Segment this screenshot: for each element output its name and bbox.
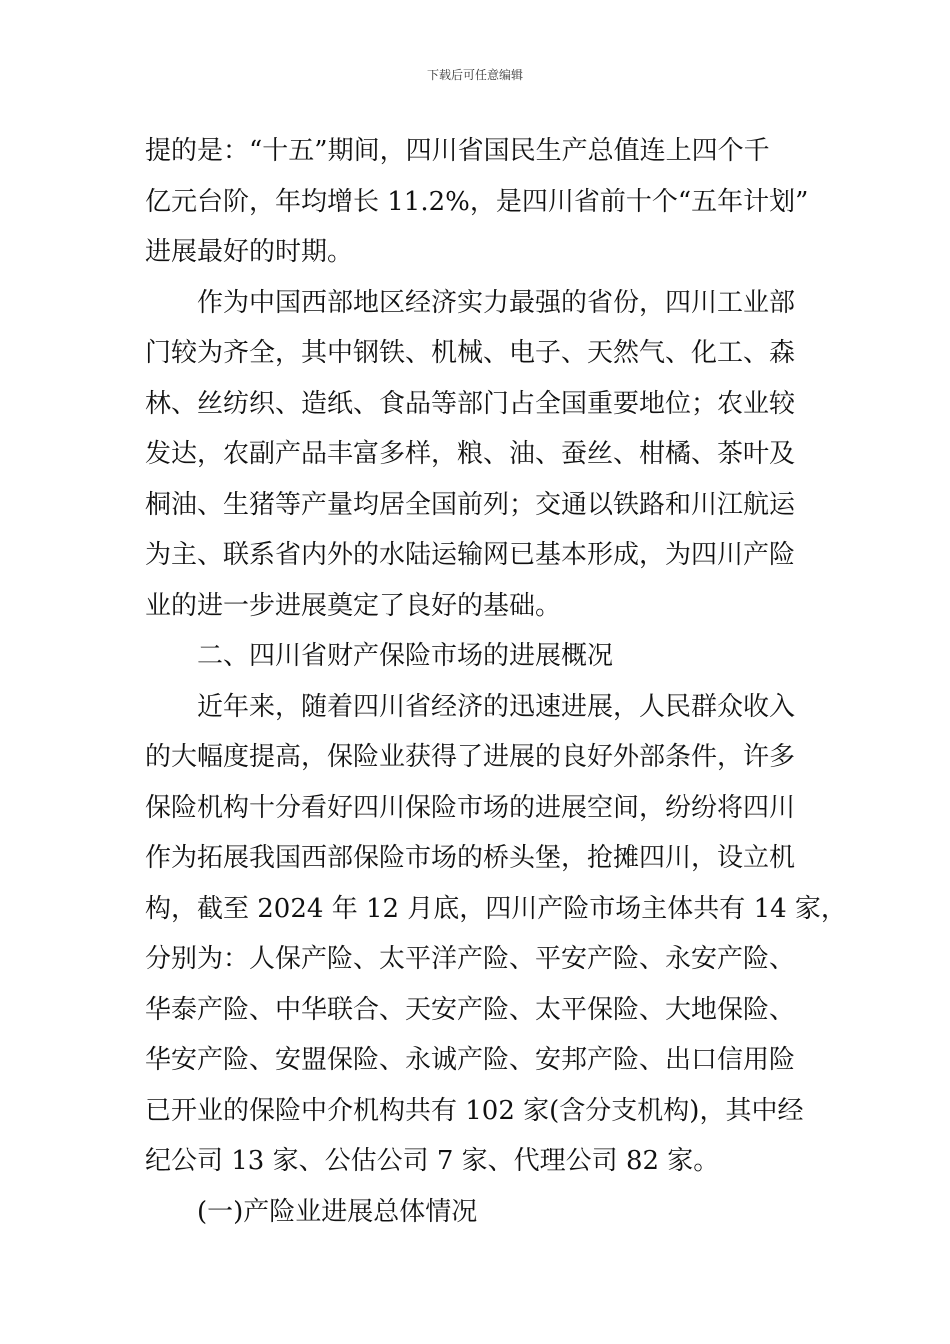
section-heading-2	[145, 631, 810, 682]
text-line: 提的是：“十五”期间，四川省国民生产总值连上四个千	[145, 136, 770, 166]
text-line: 华安产险、安盟保险、永诚产险、安邦产险、出口信用险	[145, 1045, 796, 1075]
page-header-note: 下载后可任意编辑	[426, 68, 523, 82]
text-line: 为主、联系省内外的水陆运输网已基本形成，为四川产险	[145, 540, 796, 570]
text-line: 业的进一步进展奠定了良好的基础。	[145, 590, 562, 621]
text-line: 作为中国西部地区经济实力最强的省份，四川工业部	[197, 287, 796, 318]
text-line: 桐油、生猪等产量均居全国前列；交通以铁路和川江航运	[145, 489, 796, 520]
text-line: 林、丝纺织、造纸、食品等部门占全国重要地位；农业较	[145, 388, 796, 419]
text-line: 作为拓展我国西部保险市场的桥头堡，抢摊四川，设立机	[145, 843, 796, 873]
paragraph-industry	[145, 278, 810, 632]
text-line: 分别为：人保产险、太平洋产险、平安产险、永安产险、	[145, 944, 796, 974]
paragraph-market-overview	[145, 682, 847, 1187]
text-line: 构，截至 2024 年 12 月底，四川产险市场主体共有 14 家，	[145, 893, 847, 924]
text-line: 门较为齐全，其中钢铁、机械、电子、天然气、化工、森	[145, 338, 796, 368]
text-line: 华泰产险、中华联合、天安产险、太平保险、大地保险、	[145, 994, 796, 1025]
subsection-heading-1	[145, 1187, 810, 1238]
text-line: 保险机构十分看好四川保险市场的进展空间，纷纷将四川	[145, 792, 796, 823]
subsection-title: (一)产险业进展总体情况	[197, 1196, 478, 1227]
text-line: 进展最好的时期。	[145, 237, 354, 267]
text-line: 已开业的保险中介机构共有 102 家(含分支机构)，其中经	[145, 1095, 804, 1126]
text-line: 发达，农副产品丰富多样，粮、油、蚕丝、柑橘、茶叶及	[145, 439, 796, 469]
text-line: 纪公司 13 家、公估公司 7 家、代理公司 82 家。	[145, 1146, 720, 1176]
text-line: 的大幅度提高，保险业获得了进展的良好外部条件，许多	[145, 742, 796, 772]
section-title: 二、四川省财产保险市场的进展概况	[197, 641, 614, 671]
text-line: 近年来，随着四川省经济的迅速进展，人民群众收入	[197, 691, 796, 722]
document-body	[145, 126, 847, 1237]
text-line: 亿元台阶，年均增长 11.2%，是四川省前十个“五年计划”	[145, 186, 809, 217]
paragraph-intro-continuation	[145, 126, 810, 278]
